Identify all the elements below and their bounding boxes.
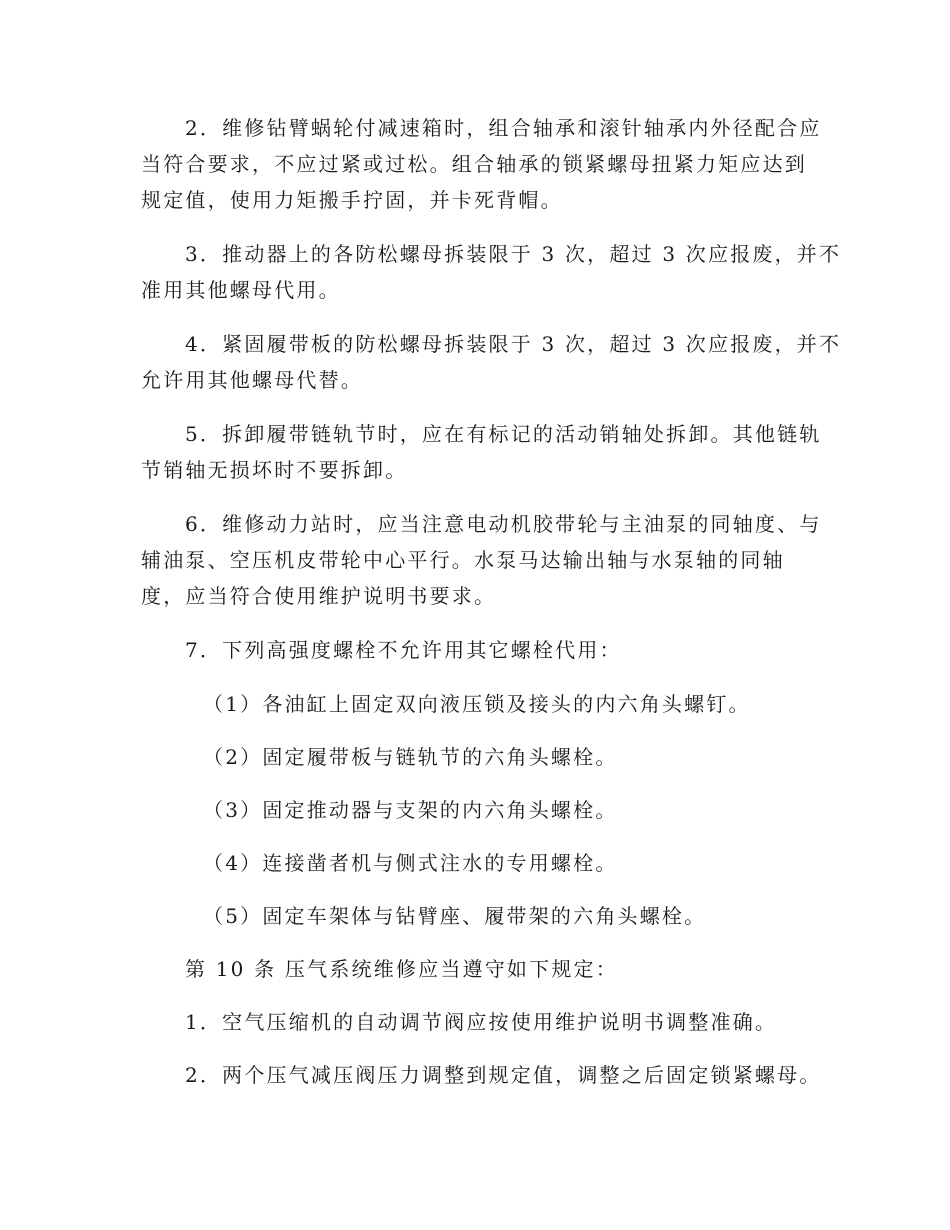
- item-5-line-2: 节销轴无损坏时不要拆卸。: [141, 458, 408, 482]
- item-2-line-2: 当符合要求，不应过紧或过松。组合轴承的锁紧螺母扭紧力矩应达到: [141, 152, 807, 176]
- item-7-line-1: 7．下列高强度螺栓不允许用其它螺栓代用：: [185, 638, 622, 662]
- item-6-line-3: 度，应当符合使用维护说明书要求。: [141, 584, 497, 608]
- item-6-line-2: 辅油泵、空压机皮带轮中心平行。水泵马达输出轴与水泵轴的同轴: [141, 548, 785, 572]
- article-10-item-2: 2．两个压气减压阀压力调整到规定值，调整之后固定锁紧螺母。: [185, 1063, 822, 1087]
- subitem-3: （3）固定推动器与支架的内六角头螺栓。: [203, 798, 618, 822]
- item-4-line-2: 允许用其他螺母代替。: [141, 368, 363, 392]
- item-5-line-1: 5．拆卸履带链轨节时，应在有标记的活动销轴处拆卸。其他链轨: [185, 422, 822, 446]
- item-6-line-1: 6．维修动力站时，应当注意电动机胶带轮与主油泵的同轴度、与: [185, 512, 822, 536]
- article-10-heading: 第 10 条 压气系统维修应当遵守如下规定：: [185, 957, 618, 981]
- item-3-line-1: 3．推动器上的各防松螺母拆装限于 3 次，超过 3 次应报废，并不: [185, 242, 842, 266]
- subitem-1: （1）各油缸上固定双向液压锁及接头的内六角头螺钉。: [203, 692, 751, 716]
- item-2-line-3: 规定值，使用力矩搬手拧固，并卡死背帽。: [141, 188, 563, 212]
- subitem-4: （4）连接凿者机与侧式注水的专用螺栓。: [203, 851, 618, 875]
- subitem-5: （5）固定车架体与钻臂座、履带架的六角头螺栓。: [203, 904, 707, 928]
- item-2-line-1: 2．维修钻臂蜗轮付减速箱时，组合轴承和滚针轴承内外径配合应: [185, 116, 822, 140]
- article-10-item-1: 1．空气压缩机的自动调节阀应按使用维护说明书调整准确。: [185, 1010, 778, 1034]
- subitem-2: （2）固定履带板与链轨节的六角头螺栓。: [203, 745, 618, 769]
- item-4-line-1: 4．紧固履带板的防松螺母拆装限于 3 次，超过 3 次应报废，并不: [185, 332, 842, 356]
- item-3-line-2: 准用其他螺母代用。: [141, 278, 341, 302]
